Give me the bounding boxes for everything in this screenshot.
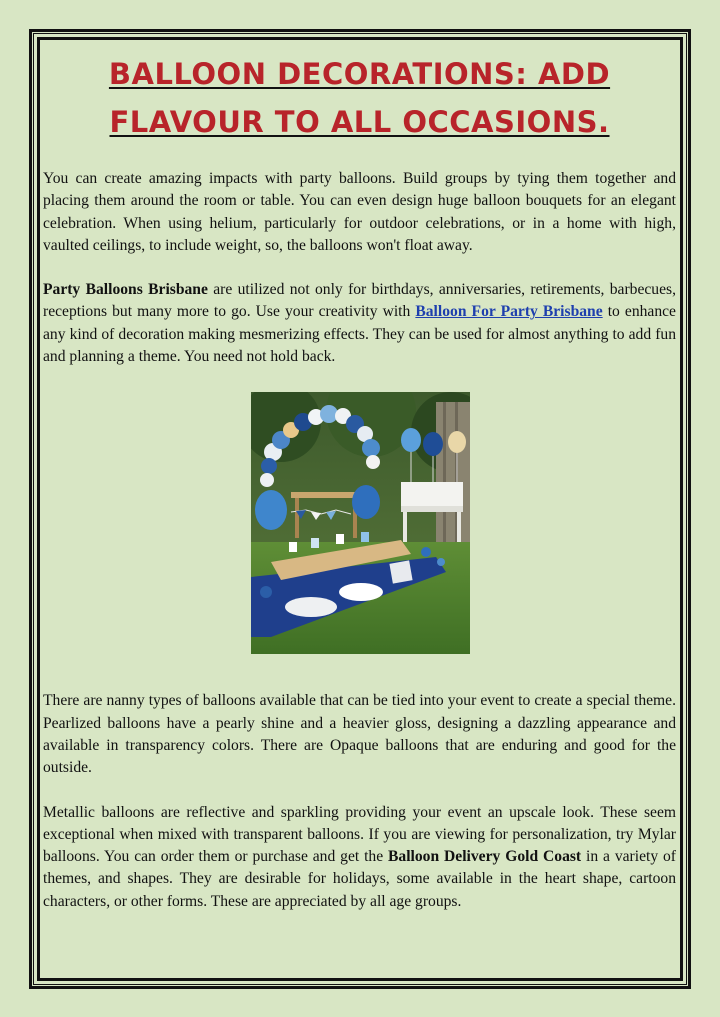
link-balloon-for-party-brisbane[interactable]: Balloon For Party Brisbane: [415, 303, 603, 321]
paragraph-metallic-balloons: [43, 802, 676, 913]
paragraph-text: in a variety of themes, and shapes. They are desirable for holidays, some available in the heart shape, cartoon characters, or other forms. These are appreciated by all age groups.: [43, 848, 676, 910]
bold-keyword-party-balloons: Party Balloons Brisbane: [43, 281, 208, 299]
bold-keyword-balloon-delivery: Balloon Delivery Gold Coast: [388, 848, 582, 866]
paragraph-text: Metallic balloons are reflective and sparkling providing your event an upscale look. These seem exceptional when mixed with transparent balloons. If you are viewing for personalization, try Mylar balloons. You can order them or purchase and get the: [43, 803, 676, 866]
paragraph-intro: You can create amazing impacts with party balloons. Build groups by tying them together and placing them around the room or table. You can even design huge balloon bouquets for an elegant celebration. When using helium, particularly for outdoor celebrations, or in a home with high, vaulted ceilings, to include weight, so, the balloons won't float away.: [43, 170, 676, 254]
balloon-party-photo: [251, 392, 470, 654]
paragraph-party-balloons: [43, 279, 676, 368]
paragraph-text: are utilized not only for birthdays, anniversaries, retirements, barbecues, receptions but many more to go. Use your creativity with: [43, 281, 676, 321]
paragraph-text: to enhance any kind of decoration making mesmerizing effects. They can be used for almost anything to add fun and planning a theme. You need not hold back.: [43, 303, 676, 366]
paragraph-balloon-types: There are nanny types of balloons available that can be tied into your event to create a special theme. Pearlized balloons have a pearly shine and a heavier gloss, designing a dazzling appearance and available in transparency colors. There are Opaque balloons that are enduring and good for the outside.: [43, 692, 676, 777]
page-title: BALLOON DECORATIONS: ADD FLAVOUR TO ALL OCCASIONS.: [108, 57, 611, 139]
